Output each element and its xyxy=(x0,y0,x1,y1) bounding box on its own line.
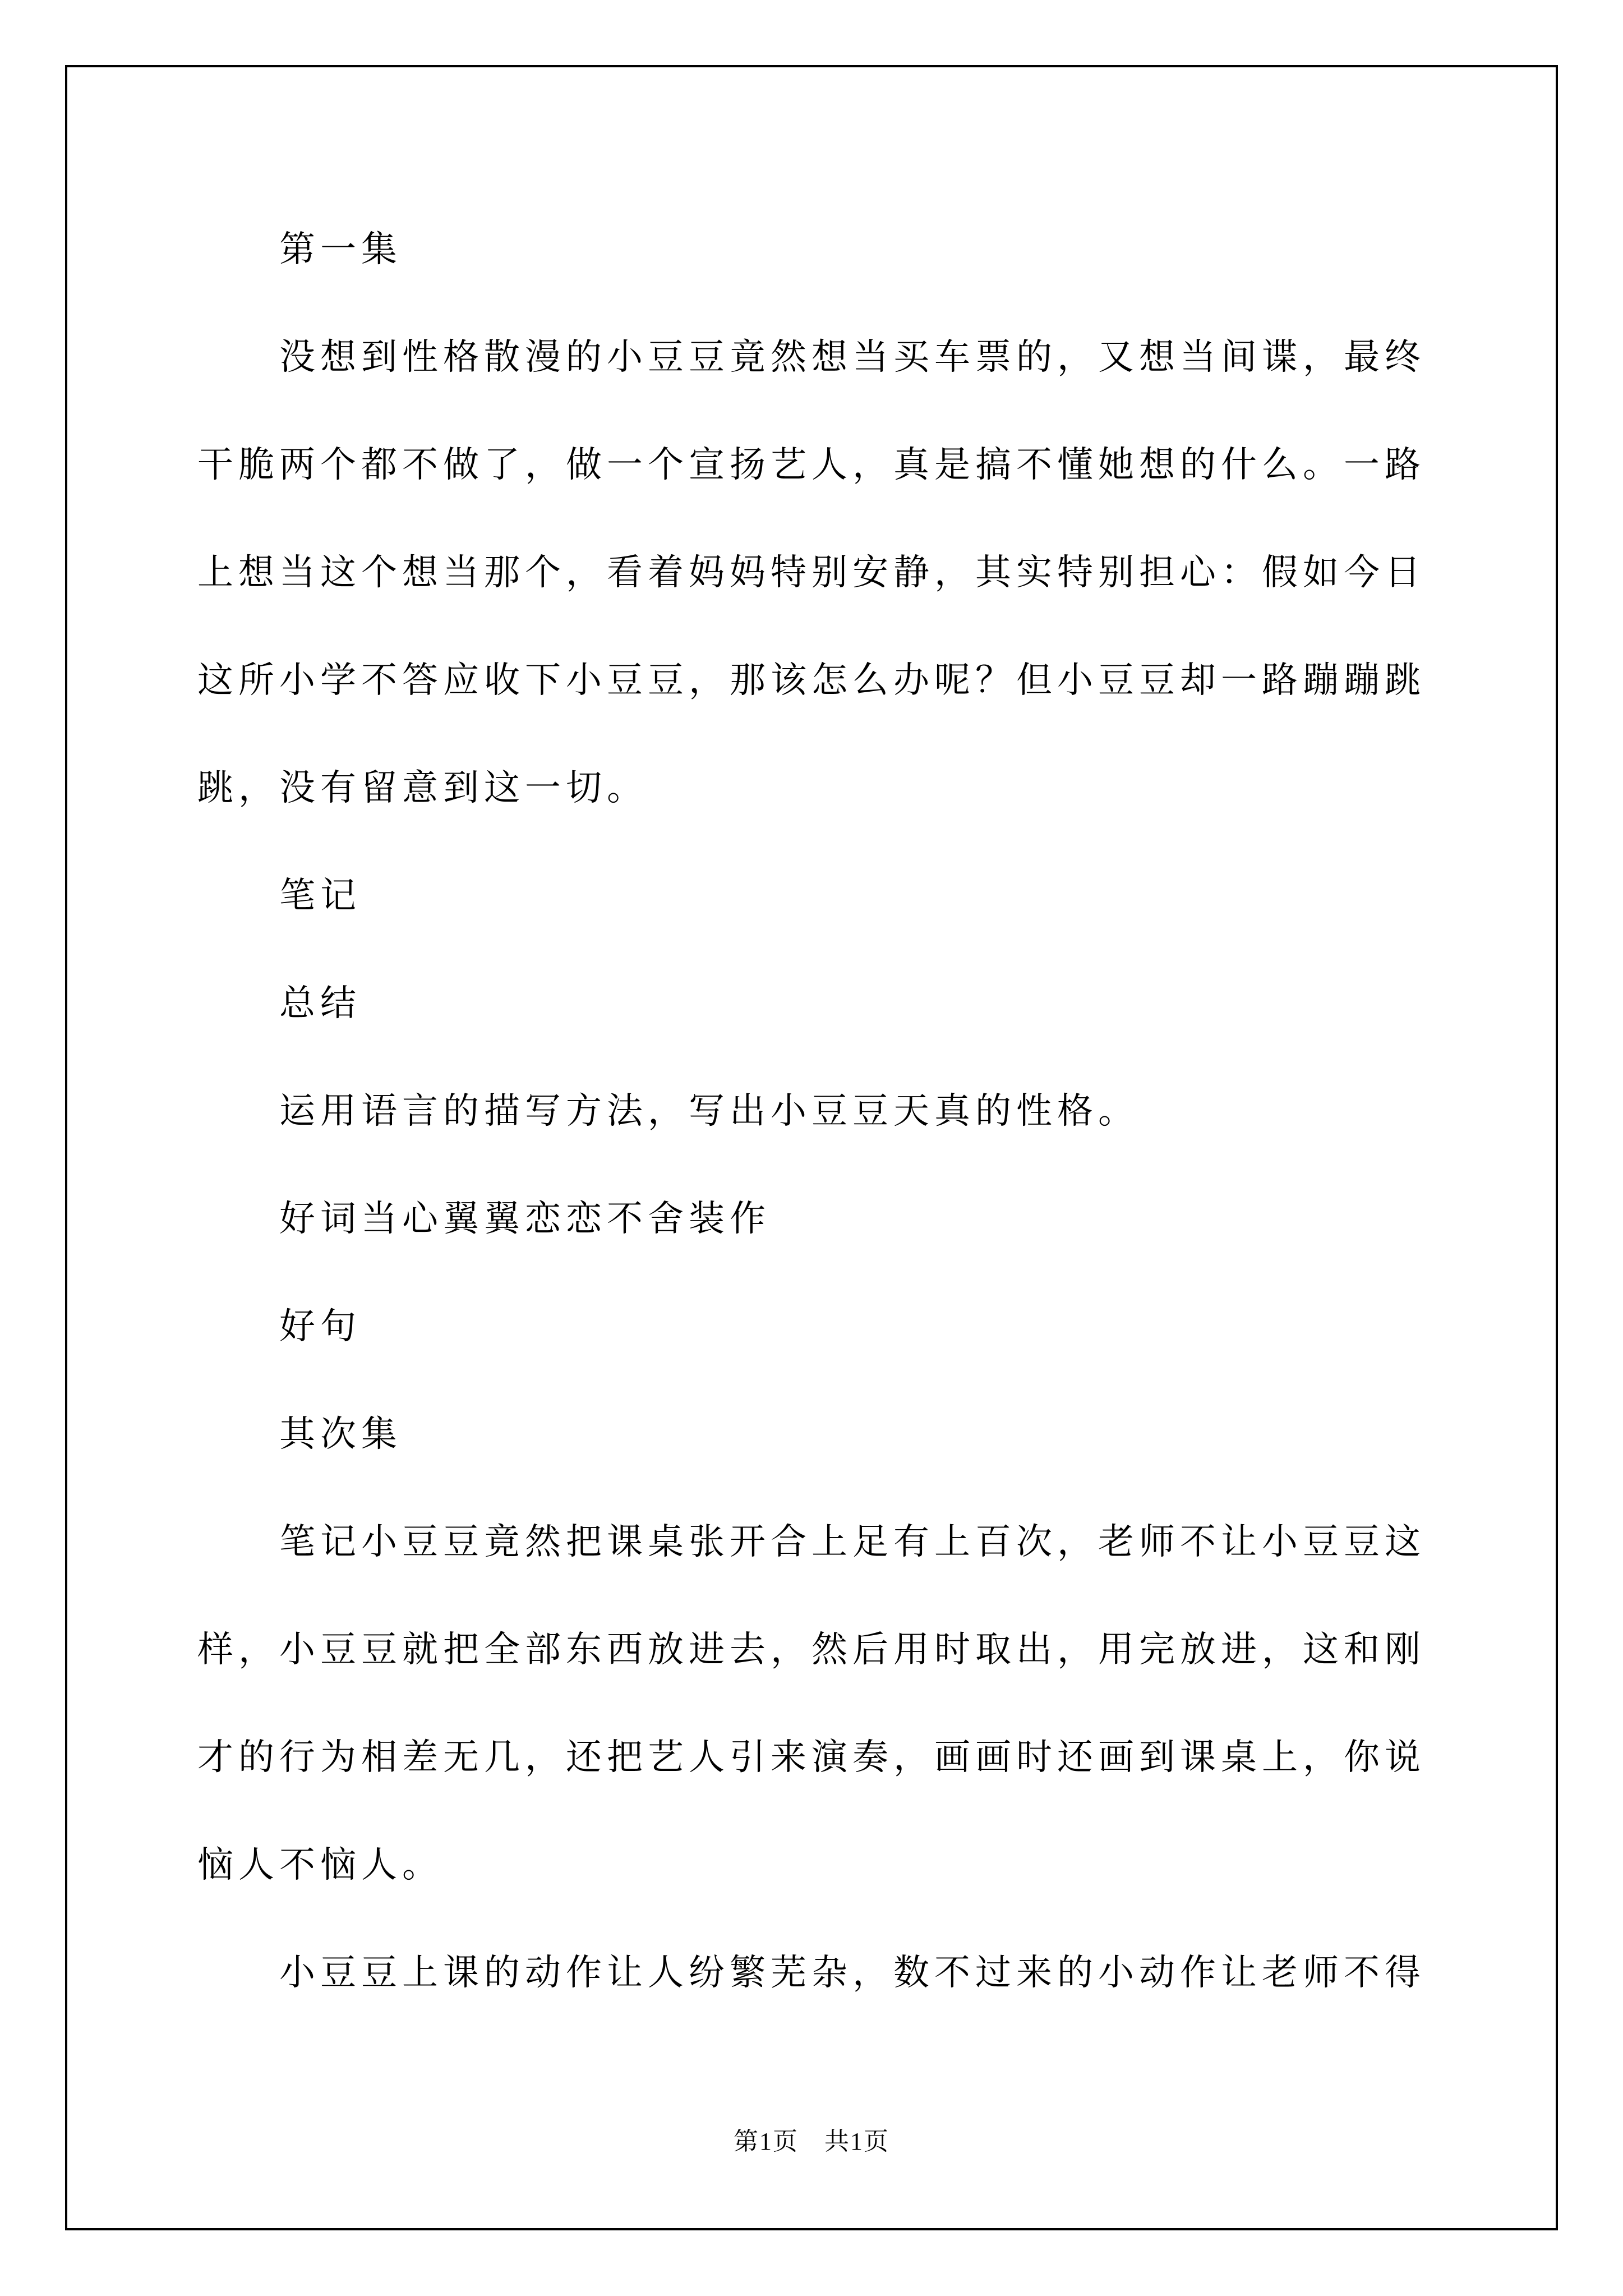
text-line: 这所小学不答应收下小豆豆，那该怎么办呢？但小豆豆却一路蹦蹦跳 xyxy=(197,660,1426,700)
text-line: 没想到性格散漫的小豆豆竟然想当买车票的，又想当间谍，最终 xyxy=(279,337,1426,377)
text-line: 干脆两个都不做了，做一个宣扬艺人，真是搞不懂她想的什么。一路 xyxy=(197,445,1426,485)
text-line: 上想当这个想当那个，看着妈妈特别安静，其实特别担心：假如今日 xyxy=(197,553,1426,592)
text-line: 好句 xyxy=(279,1306,361,1346)
text-line: 跳，没有留意到这一切。 xyxy=(197,768,648,808)
text-line: 笔记 xyxy=(279,876,361,915)
text-line: 恼人不恼人。 xyxy=(197,1845,443,1885)
page-footer: 第1页 共1页 xyxy=(734,2128,889,2155)
text-line: 第一集 xyxy=(279,229,402,269)
text-line: 样，小豆豆就把全部东西放进去，然后用时取出，用完放进，这和刚 xyxy=(197,1630,1426,1669)
document-body xyxy=(197,196,1431,2027)
text-line: 总结 xyxy=(279,983,361,1023)
text-line: 好词当心翼翼恋恋不舍装作 xyxy=(279,1199,771,1239)
text-line: 笔记小豆豆竟然把课桌张开合上足有上百次，老师不让小豆豆这 xyxy=(279,1522,1426,1562)
text-line: 才的行为相差无几，还把艺人引来演奏，画画时还画到课桌上，你说 xyxy=(197,1737,1426,1777)
text-line: 运用语言的描写方法，写出小豆豆天真的性格。 xyxy=(279,1091,1139,1131)
text-line: 小豆豆上课的动作让人纷繁芜杂，数不过来的小动作让老师不得 xyxy=(279,1953,1426,1993)
text-line: 其次集 xyxy=(279,1414,402,1454)
